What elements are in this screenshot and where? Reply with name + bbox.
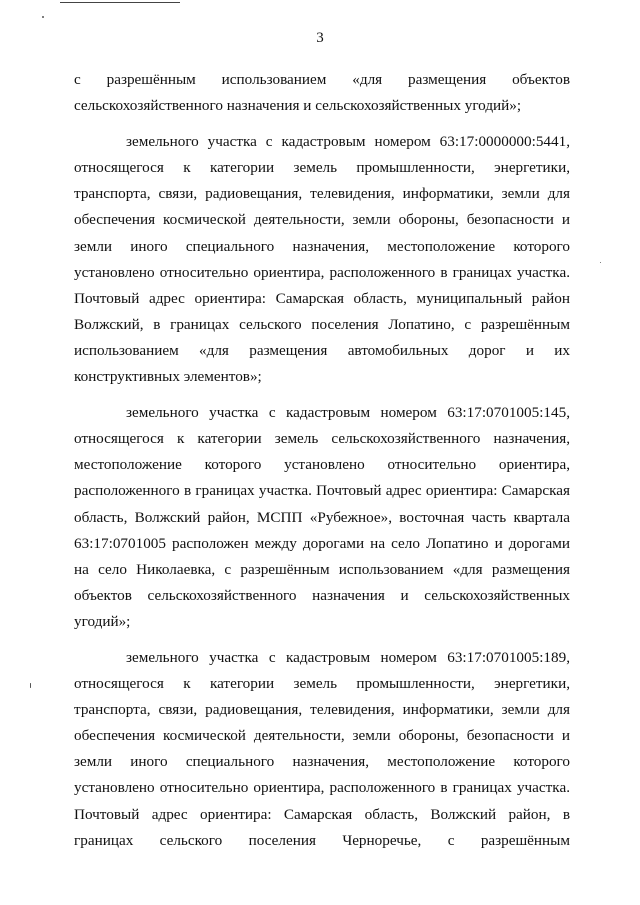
document-body bbox=[74, 67, 570, 864]
scan-speck bbox=[600, 262, 601, 263]
paragraph-continuation: с разрешённым использованием «для размещения объектов сельскохозяйственного назначения и сельскохозяйственных угодий»; bbox=[74, 71, 570, 115]
scan-speck bbox=[30, 683, 31, 688]
scan-artifact-rule bbox=[60, 2, 180, 3]
paragraph-parcel-5441: земельного участка с кадастровым номером 63:17:0000000:5441, относящегося к категории земель промышленности, энергетики, транспорта, связи, радиовещания, телевидения, информатики, земли для обеспечения космической деятельности, земли обороны, безопасности и земли иного специального назначения, местоположение которого установлено относительно ориентира, расположенного в границах участка. Почтовый адрес ориентира: Самарская область, муниципальный район Волжский, в границах сельского поселения Лопатино, с разрешённым использованием «для размещения автомобильных дорог и их конструктивных элементов»; bbox=[74, 133, 570, 386]
paragraph-parcel-145: земельного участка с кадастровым номером 63:17:0701005:145, относящегося к категории земель сельскохозяйственного назначения, местоположение которого установлено относительно ориентира, расположенного в границах участка. Почтовый адрес ориентира: Самарская область, Волжский район, МСПП «Рубежное», восточная часть квартала 63:17:0701005 расположен между дорогами на село Лопатино и дорогами на село Николаевка, с разрешённым использованием «для размещения объектов сельскохозяйственного назначения и сельскохозяйственных угодий»; bbox=[74, 404, 570, 630]
page-number: 3 bbox=[316, 30, 324, 46]
paragraph-parcel-189: земельного участка с кадастровым номером 63:17:0701005:189, относящегося к категории земель промышленности, энергетики, транспорта, связи, радиовещания, телевидения, информатики, земли для обеспечения космической деятельности, земли обороны, безопасности и земли иного специального назначения, местоположение которого установлено относительно ориентира, расположенного в границах участка. Почтовый адрес ориентира: Самарская область, Волжский район, в границах сельского поселения Черноречье, с разрешённым bbox=[74, 648, 570, 849]
scan-speck bbox=[42, 16, 44, 18]
